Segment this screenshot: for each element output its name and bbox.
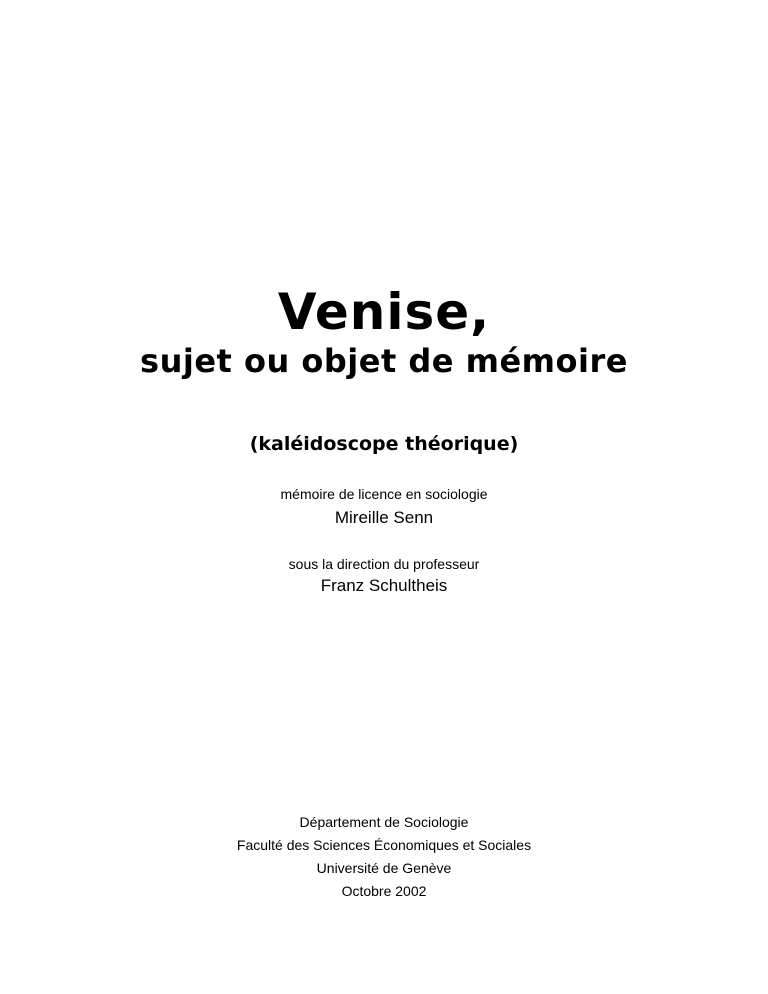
document-qualifier: (kaléidoscope théorique) (249, 433, 519, 455)
thesis-type: mémoire de licence en sociologie (280, 486, 488, 502)
direction-label: sous la direction du professeur (288, 556, 480, 572)
professor-name: Franz Schultheis (320, 576, 448, 595)
department: Département de Sociologie (299, 814, 469, 830)
document-title: Venise, (277, 283, 491, 341)
author-name: Mireille Senn (334, 508, 434, 527)
document-subtitle: sujet ou objet de mémoire (140, 342, 628, 380)
faculty: Faculté des Sciences Économiques et Sociales (236, 837, 532, 853)
university: Université de Genève (316, 860, 452, 876)
submission-date: Octobre 2002 (341, 883, 427, 899)
